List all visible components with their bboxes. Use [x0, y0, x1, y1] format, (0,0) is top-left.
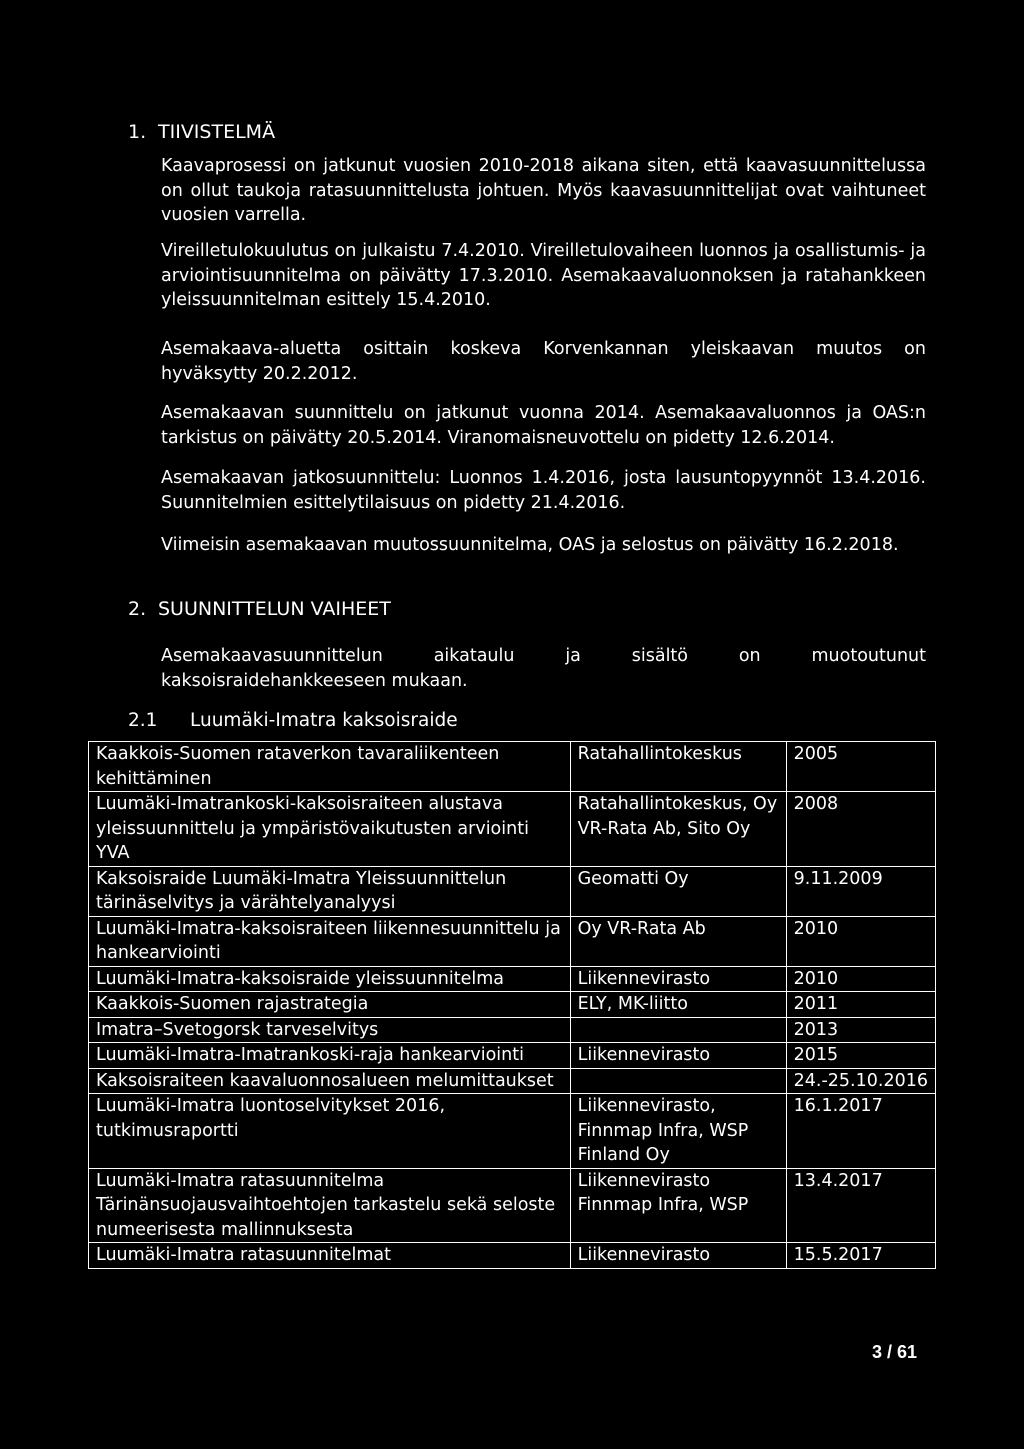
table-cell-date: 9.11.2009	[786, 866, 935, 916]
table-cell-author: ELY, MK-liitto	[570, 992, 786, 1018]
summary-paragraph-5: Asemakaavan jatkosuunnittelu: Luonnos 1.4.2016, josta lausuntopyynnöt 13.4.2016. Suunnitelmien esittelytilaisuus on pidetty 21.4.2016.	[161, 468, 926, 513]
section-2-1-title: Luumäki-Imatra kaksoisraide	[190, 710, 458, 731]
table-cell-study: Luumäki-Imatra-Imatrankoski-raja hankearviointi	[89, 1043, 571, 1069]
section-2-title: SUUNNITTELUN VAIHEET	[158, 598, 391, 620]
table-cell-date: 2011	[786, 992, 935, 1018]
table-row	[89, 792, 936, 867]
table-cell-study: Luumäki-Imatra ratasuunnitelma Tärinänsuojausvaihtoehtojen tarkastelu sekä seloste numeerisesta mallinnuksesta	[89, 1168, 571, 1243]
summary-paragraph-4: Asemakaavan suunnittelu on jatkunut vuonna 2014. Asemakaavaluonnos ja OAS:n tarkistus on päivätty 20.5.2014. Viranomaisneuvottelu on pidetty 12.6.2014.	[161, 403, 926, 448]
table-cell-date: 2010	[786, 966, 935, 992]
table-cell-author: Liikennevirasto, Finnmap Infra, WSP Finland Oy	[570, 1094, 786, 1169]
table-cell-study: Kaakkois-Suomen rajastrategia	[89, 992, 571, 1018]
table-cell-date: 2005	[786, 742, 935, 792]
table-cell-date: 15.5.2017	[786, 1243, 935, 1269]
summary-paragraph-3: Asemakaava-aluetta osittain koskeva Korvenkannan yleiskaavan muutos on hyväksytty 20.2.2012.	[161, 339, 926, 384]
summary-paragraph-6: Viimeisin asemakaavan muutossuunnitelma, OAS ja selostus on päivätty 16.2.2018.	[161, 535, 899, 555]
table-cell-author	[570, 1068, 786, 1094]
section-1-heading	[128, 121, 275, 143]
table-row	[89, 992, 936, 1018]
table-row	[89, 1043, 936, 1069]
table-cell-date: 2015	[786, 1043, 935, 1069]
table-cell-author	[570, 1017, 786, 1043]
table-row	[89, 1068, 936, 1094]
section-2-heading	[128, 598, 391, 620]
section-2-number: 2.	[128, 598, 147, 620]
table-cell-author: Ratahallintokeskus, Oy VR-Rata Ab, Sito Oy	[570, 792, 786, 867]
page-number: 3 / 61	[872, 1342, 918, 1362]
section-1-title: TIIVISTELMÄ	[158, 121, 276, 143]
table-cell-author: Ratahallintokeskus	[570, 742, 786, 792]
table-cell-date: 2010	[786, 916, 935, 966]
table-cell-author: Liikennevirasto	[570, 966, 786, 992]
section-2-1-heading	[128, 710, 458, 731]
table-row	[89, 916, 936, 966]
table-cell-study: Imatra–Svetogorsk tarveselvitys	[89, 1017, 571, 1043]
table-cell-study: Kaksoisraide Luumäki-Imatra Yleissuunnittelun tärinäselvitys ja värähtelyanalyysi	[89, 866, 571, 916]
table-row	[89, 742, 936, 792]
table-row	[89, 966, 936, 992]
table-cell-date: 24.-25.10.2016	[786, 1068, 935, 1094]
table-cell-study: Kaksoisraiteen kaavaluonnosalueen melumittaukset	[89, 1068, 571, 1094]
phases-paragraph: Asemakaavasuunnittelun aikataulu ja sisältö on muotoutunut kaksoisraidehankkeeseen mukaan.	[161, 646, 926, 691]
section-2-1-number: 2.1	[128, 710, 158, 731]
table-row	[89, 866, 936, 916]
table-row	[89, 1094, 936, 1169]
table-cell-study: Kaakkois-Suomen rataverkon tavaraliikenteen kehittäminen	[89, 742, 571, 792]
table-cell-study: Luumäki-Imatra-kaksoisraide yleissuunnitelma	[89, 966, 571, 992]
table-cell-study: Luumäki-Imatrankoski-kaksoisraiteen alustava yleissuunnittelu ja ympäristövaikutusten arviointi YVA	[89, 792, 571, 867]
table-cell-study: Luumäki-Imatra-kaksoisraiteen liikennesuunnittelu ja hankearviointi	[89, 916, 571, 966]
table-cell-author: Liikennevirasto Finnmap Infra, WSP	[570, 1168, 786, 1243]
table-cell-date: 16.1.2017	[786, 1094, 935, 1169]
table-cell-study: Luumäki-Imatra luontoselvitykset 2016, tutkimusraportti	[89, 1094, 571, 1169]
summary-paragraph-2: Vireilletulokuulutus on julkaistu 7.4.2010. Vireilletulovaiheen luonnos ja osallistumis- ja arviointisuunnitelma on päivätty 17.3.2010. Asemakaavaluonnoksen ja ratahankkeen yleissuunnitelman esittely 15.4.2010.	[161, 241, 926, 310]
table-row	[89, 1243, 936, 1269]
table-row	[89, 1017, 936, 1043]
planning-history-table	[88, 741, 936, 1269]
summary-paragraph-1: Kaavaprosessi on jatkunut vuosien 2010-2018 aikana siten, että kaavasuunnittelussa on ollut taukoja ratasuunnittelusta johtuen. Myös kaavasuunnittelijat ovat vaihtuneet vuosien varrella.	[161, 156, 926, 225]
section-1-number: 1.	[128, 121, 147, 143]
table-cell-author: Oy VR-Rata Ab	[570, 916, 786, 966]
table-cell-study: Luumäki-Imatra ratasuunnitelmat	[89, 1243, 571, 1269]
table-cell-date: 2013	[786, 1017, 935, 1043]
table-cell-date: 2008	[786, 792, 935, 867]
table-cell-author: Liikennevirasto	[570, 1243, 786, 1269]
table-cell-author: Liikennevirasto	[570, 1043, 786, 1069]
table-cell-date: 13.4.2017	[786, 1168, 935, 1243]
table-row	[89, 1168, 936, 1243]
table-cell-author: Geomatti Oy	[570, 866, 786, 916]
